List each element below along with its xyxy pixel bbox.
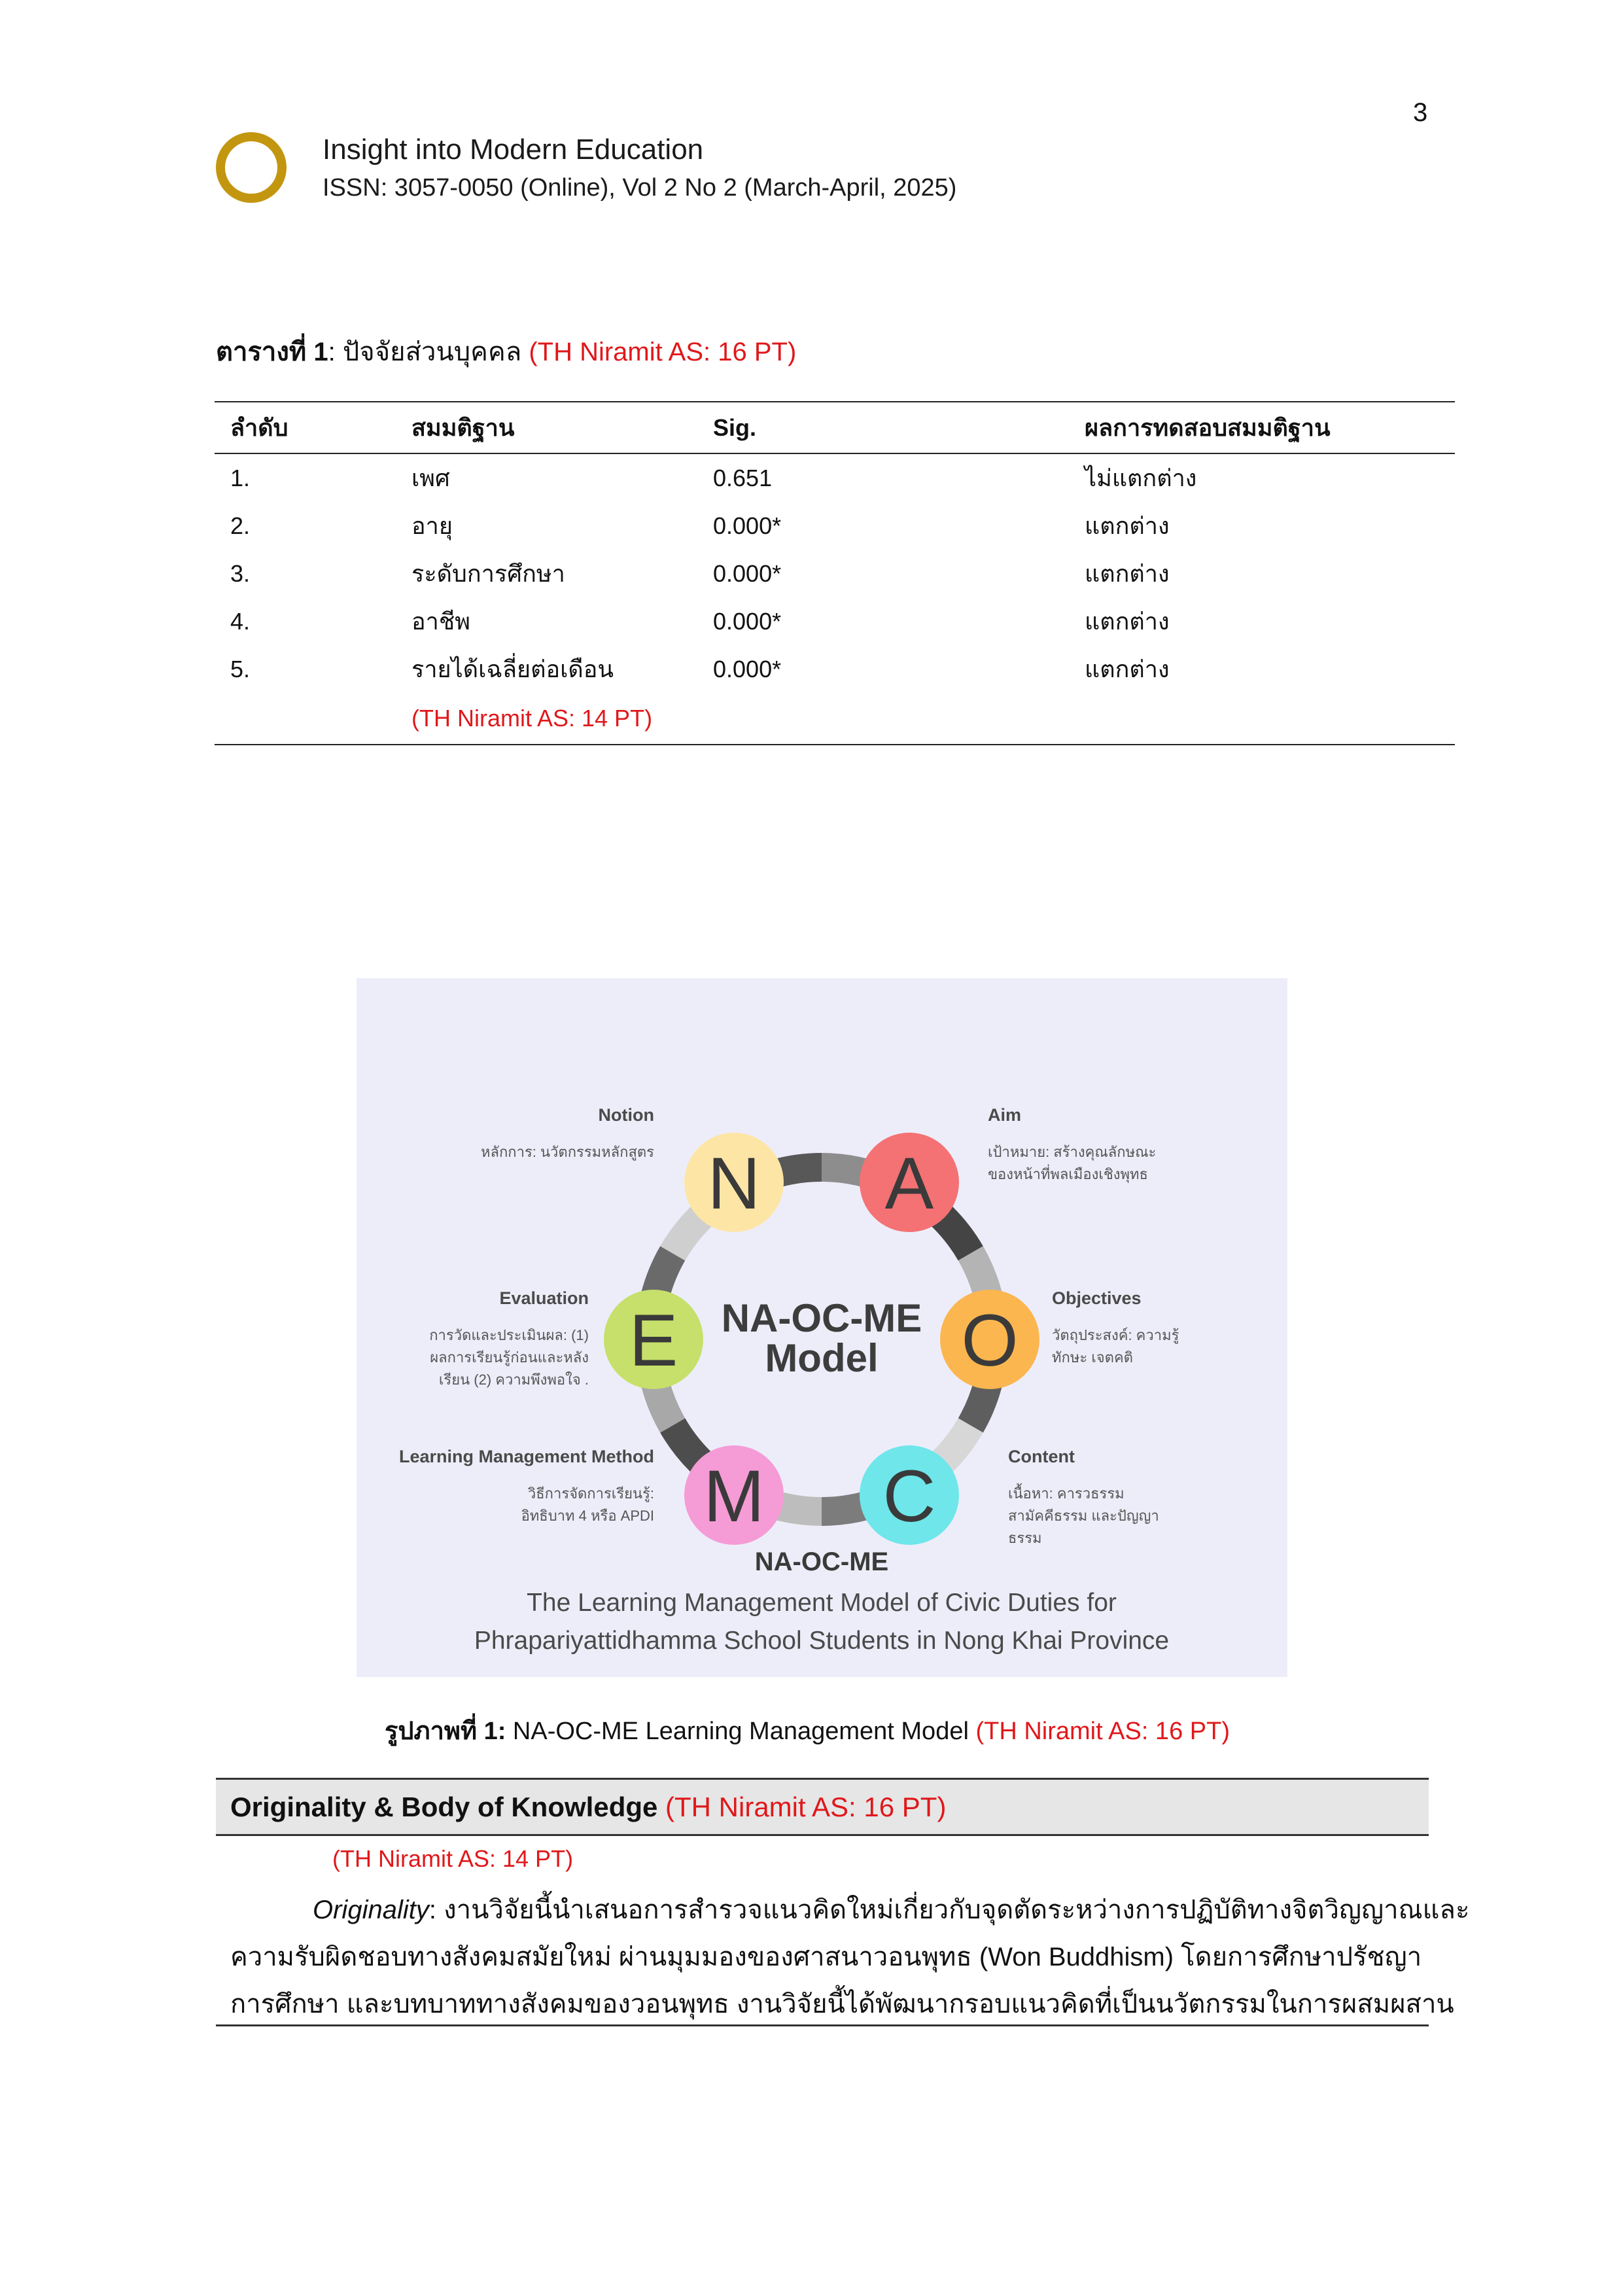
node-o [940, 1290, 1039, 1389]
node-heading: Content [1008, 1447, 1075, 1466]
cell-sig: 0.000* [713, 655, 782, 682]
node-description: วิธีการจัดการเรียนรู้: [527, 1485, 654, 1502]
table-caption-label: ตารางที่ 1 [216, 338, 328, 366]
cell-order: 4. [230, 607, 251, 635]
table-caption [216, 330, 796, 372]
cell-result: แตกต่าง [1085, 512, 1170, 539]
table-row [215, 453, 1455, 502]
cell-hypothesis: อายุ [411, 512, 453, 539]
node-description: อิทธิบาท 4 หรือ APDI [521, 1508, 654, 1524]
paragraph-text: : งานวิจัยนี้นำเสนอการสำรวจแนวคิดใหม่เกี่ยวกับจุดตัดระหว่างการปฏิบัติทางจิตวิญญาณและ [428, 1896, 1470, 1924]
cell-order: 5. [230, 655, 251, 682]
node-heading: Evaluation [499, 1288, 589, 1308]
cell-result: แตกต่าง [1085, 608, 1170, 635]
figure-caption [385, 1710, 1230, 1750]
node-description: ผลการเรียนรู้ก่อนและหลัง [430, 1349, 589, 1366]
hypothesis-table [215, 401, 1455, 745]
originality-lead: Originality [313, 1896, 429, 1924]
node-description: ธรรม [1008, 1530, 1042, 1546]
node-letter: A [884, 1142, 934, 1224]
figure-caption-font-note: (TH Niramit AS: 16 PT) [975, 1718, 1230, 1745]
table-header-row [215, 402, 1455, 453]
model-diagram [357, 978, 1287, 1677]
figure-bottom-line2: Phrapariyattidhamma School Students in Nong Khai Province [474, 1627, 1170, 1655]
node-description: หลักการ: นวัตกรรมหลักสูตร [481, 1144, 654, 1160]
node-description: วัตถุประสงค์: ความรู้ [1052, 1327, 1179, 1343]
column-header-sig: Sig. [697, 402, 1069, 453]
figure-caption-text: NA-OC-ME Learning Management Model [506, 1718, 976, 1745]
node-n [684, 1133, 784, 1232]
node-c [860, 1445, 959, 1545]
cell-sig: 0.000* [713, 512, 782, 539]
section-title [230, 1792, 946, 1823]
node-description: การวัดและประเมินผล: (1) [429, 1327, 589, 1343]
figure-bottom-title: NA-OC-ME [754, 1547, 889, 1576]
cell-sig: 0.000* [713, 607, 782, 635]
cell-order: 2. [230, 512, 251, 539]
node-heading: Objectives [1052, 1288, 1142, 1308]
journal-title: Insight into Modern Education [323, 133, 704, 166]
figure-bottom-line1: The Learning Management Model of Civic Duties for [527, 1589, 1117, 1617]
node-a [860, 1133, 959, 1232]
paragraph-line [313, 1888, 1469, 1930]
node-description: ของหน้าที่พลเมืองเชิงพุทธ [988, 1166, 1148, 1182]
cell-hypothesis: อาชีพ [411, 608, 470, 635]
node-description: สามัคคีธรรม และปัญญา [1008, 1508, 1159, 1524]
node-heading: Learning Management Method [398, 1447, 654, 1466]
cell-result: แตกต่าง [1085, 560, 1170, 587]
cell-sig: 0.000* [713, 559, 782, 587]
center-title-line1: NA-OC-ME [721, 1296, 922, 1340]
node-m [684, 1445, 784, 1545]
section-title-font-note: (TH Niramit AS: 16 PT) [665, 1792, 947, 1822]
table-caption-text: : ปัจจัยส่วนบุคคล [328, 338, 529, 366]
table-row [215, 645, 1455, 693]
node-heading: Notion [598, 1105, 654, 1125]
node-description: เรียน (2) ความพึงพอใจ . [438, 1371, 589, 1388]
table-font-note: (TH Niramit AS: 14 PT) [396, 693, 697, 745]
table-row [215, 502, 1455, 550]
node-letter: E [629, 1299, 678, 1381]
node-e [604, 1290, 703, 1389]
cell-order: 1. [230, 464, 251, 491]
node-description: เป้าหมาย: สร้างคุณลักษณะ [988, 1144, 1157, 1160]
table-row [215, 597, 1455, 645]
figure-caption-label: รูปภาพที่ 1: [385, 1718, 506, 1745]
journal-logo-ring-icon [216, 132, 287, 203]
column-header-order: ลำดับ [215, 402, 396, 453]
node-description: ทักษะ เจตคติ [1052, 1349, 1133, 1366]
paragraph-line: ความรับผิดชอบทางสังคมสมัยใหม่ ผ่านมุมมองของศาสนาวอนพุทธ (Won Buddhism) โดยการศึกษาปรัชญา [230, 1943, 1422, 1971]
section-bottom-rule [216, 2024, 1429, 2026]
center-title-line2: Model [765, 1336, 879, 1380]
table-row-note [215, 693, 1455, 745]
cell-result: แตกต่าง [1085, 656, 1170, 682]
section-header [216, 1778, 1429, 1836]
cell-result: ไม่แตกต่าง [1085, 465, 1197, 491]
node-heading: Aim [988, 1105, 1022, 1125]
cell-hypothesis: รายได้เฉลี่ยต่อเดือน [411, 656, 614, 682]
section-title-text: Originality & Body of Knowledge [230, 1792, 658, 1822]
page-number: 3 [1413, 98, 1428, 127]
column-header-hypothesis: สมมติฐาน [396, 402, 697, 453]
paragraph-line: การศึกษา และบทบาททางสังคมของวอนพุทธ งานวิจัยนี้ได้พัฒนากรอบแนวคิดที่เป็นนวัตกรรมในการผสมผสาน [230, 1990, 1454, 2019]
model-figure [357, 978, 1287, 1677]
node-description: เนื้อหา: คารวธรรม [1008, 1485, 1125, 1502]
node-letter: M [703, 1455, 765, 1537]
journal-issn: ISSN: 3057-0050 (Online), Vol 2 No 2 (March-April, 2025) [323, 174, 957, 202]
node-letter: O [961, 1299, 1019, 1381]
node-letter: C [882, 1455, 936, 1537]
column-header-result: ผลการทดสอบสมมติฐาน [1069, 402, 1455, 453]
cell-hypothesis: ระดับการศึกษา [411, 560, 565, 587]
cell-hypothesis: เพศ [411, 465, 450, 491]
section-font-note: (TH Niramit AS: 14 PT) [332, 1845, 574, 1872]
table-row [215, 550, 1455, 597]
node-letter: N [707, 1142, 761, 1224]
cell-sig: 0.651 [713, 464, 773, 491]
cell-order: 3. [230, 559, 251, 587]
table-caption-font-note: (TH Niramit AS: 16 PT) [529, 338, 797, 366]
